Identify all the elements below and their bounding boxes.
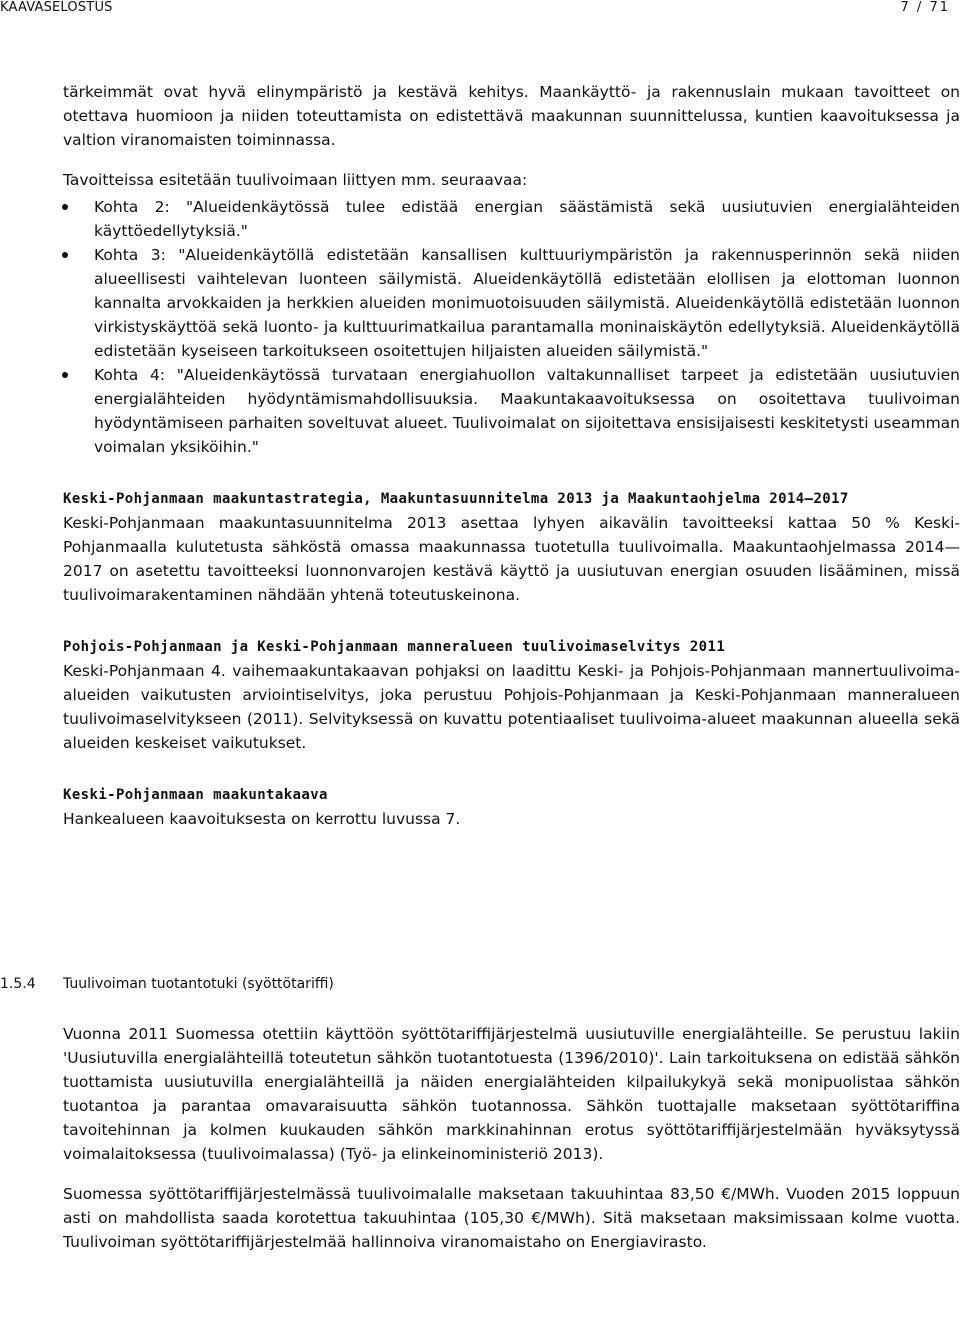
section-body (63, 1022, 960, 1254)
page-body (63, 80, 960, 831)
bullet-icon (62, 372, 68, 378)
list-item (63, 195, 960, 243)
selvitys-body: Keski-Pohjanmaan 4. vaihemaakuntakaavan pohjaksi on laadittu Keski- ja Pohjois-Pohjanmaan mannertuulivoima-alueiden vaikutusten arviointiselvitys, joka perustuu Pohjois-Pohjanmaan ja Keski-Pohjanmaan manneralueen tuulivoimaselvitykseen (2011). Selvityksessä on kuvattu potentiaaliset tuulivoima-alueet maakunnan alueella sekä alueiden keskeiset vaikutukset. (63, 662, 960, 752)
intro-paragraph: tärkeimmät ovat hyvä elinympäristö ja kestävä kehitys. Maankäyttö- ja rakennuslain mukaan tavoitteet on otettava huomioon ja niiden toteuttamista on edistettävä maakunnan suunnittelussa, kuntien kaavoituksessa ja valtion viranomaisten toiminnassa. (63, 83, 960, 149)
page-header (0, 0, 960, 14)
list-item-text: Kohta 3: "Alueidenkäytöllä edistetään kansallisen kulttuuriympäristön ja rakennusperinnön sekä niiden alueellisesti vaihtelevan luonteen säilymistä. Alueidenkäytöllä edistetään elollisen ja elottoman luonnon kannalta arvokkaiden ja herkkien alueiden monimuotoisuuden säilymistä. Alueidenkäytöllä edistetään luonnon virkistyskäyttöä sekä luonto- ja kulttuurimatkailua parantamalla moninaiskäytön edellytyksiä. Alueidenkäytöllä edistetään kyseiseen tarkoitukseen osoitettujen hiljaisten alueiden säilymistä." (94, 246, 960, 360)
page-number: 7 / 71 (900, 0, 950, 15)
strategy-body: Keski-Pohjanmaan maakuntasuunnitelma 2013 asettaa lyhyen aikavälin tavoitteeksi kattaa 50 % Keski-Pohjanmaalla kulutetusta sähköstä omassa maakunnassa tuotetulla tuulivoimalla. Maakuntaohjelmassa 2014—2017 on asetettu tavoitteeksi luonnonvarojen kestävä käyttö ja uusiutuvan energian osuuden lisääminen, missä tuulivoimarakentaminen nähdään yhtenä toteutuskeinona. (63, 514, 960, 604)
document-title: KAAVASELOSTUS (0, 0, 113, 15)
list-item (63, 363, 960, 459)
tariff-paragraph-2: Suomessa syöttötariffijärjestelmässä tuulivoimalalle maksetaan takuuhintaa 83,50 €/MWh. Vuoden 2015 loppuun asti on mahdollista saada korotettua takuuhintaa (105,30 €/MWh). Sitä maksetaan maksimissaan kolme vuotta. Tuulivoiman syöttötariffijärjestelmää hallinnoiva viranomaistaho on Energiavirasto. (63, 1185, 960, 1251)
tavoitteet-intro: Tavoitteissa esitetään tuulivoimaan liittyen mm. seuraavaa: (63, 171, 528, 189)
selvitys-heading: Pohjois-Pohjanmaan ja Keski-Pohjanmaan manneralueen tuulivoimaselvitys 2011 (63, 639, 726, 655)
list-item-text: Kohta 2: "Alueidenkäytössä tulee edistää energian säästämistä sekä uusiutuvien energialähteiden käyttöedellytyksiä." (94, 198, 960, 240)
maakuntakaava-body: Hankealueen kaavoituksesta on kerrottu luvussa 7. (63, 810, 461, 828)
maakuntakaava-heading: Keski-Pohjanmaan maakuntakaava (63, 787, 328, 803)
list-item (63, 243, 960, 363)
tavoitteet-list (63, 195, 960, 459)
section-title: Tuulivoiman tuotantotuki (syöttötariffi) (63, 976, 334, 992)
bullet-icon (62, 204, 68, 210)
section-number: 1.5.4 (0, 976, 36, 992)
tariff-paragraph-1: Vuonna 2011 Suomessa otettiin käyttöön syöttötariffijärjestelmä uusiutuville energialähteille. Se perustuu lakiin 'Uusiutuvilla energialähteillä toteutetun sähkön tuotantotuesta (1396/2010)'. Lain tarkoituksena on edistää sähkön tuottamista uusiutuvilla energialähteillä ja näiden energialähteiden kilpailukykyä sekä monipuolistaa sähkön tuotantoa ja parantaa omavaraisuutta sähkön tuotannossa. Sähkön tuottajalle maksetaan syöttötariffina tavoitehinnan ja kolmen kuukauden sähkön markkinahinnan erotus syöttötariffijärjestelmään hyväksytyssä voimalaitoksessa (tuulivoimalassa) (Työ- ja elinkeinoministeriö 2013). (63, 1025, 960, 1163)
bullet-icon (62, 252, 68, 258)
strategy-heading: Keski-Pohjanmaan maakuntastrategia, Maakuntasuunnitelma 2013 ja Maakuntaohjelma 2014—2017 (63, 491, 849, 507)
list-item-text: Kohta 4: "Alueidenkäytössä turvataan energiahuollon valtakunnalliset tarpeet ja edistetään uusiutuvien energialähteiden hyödyntämismahdollisuuksia. Maakuntakaavoituksessa on osoitettava tuulivoiman hyödyntämiseen parhaiten soveltuvat alueet. Tuulivoimalat on sijoitettava ensisijaisesti keskitetysti useamman voimalan yksiköihin." (94, 366, 960, 456)
